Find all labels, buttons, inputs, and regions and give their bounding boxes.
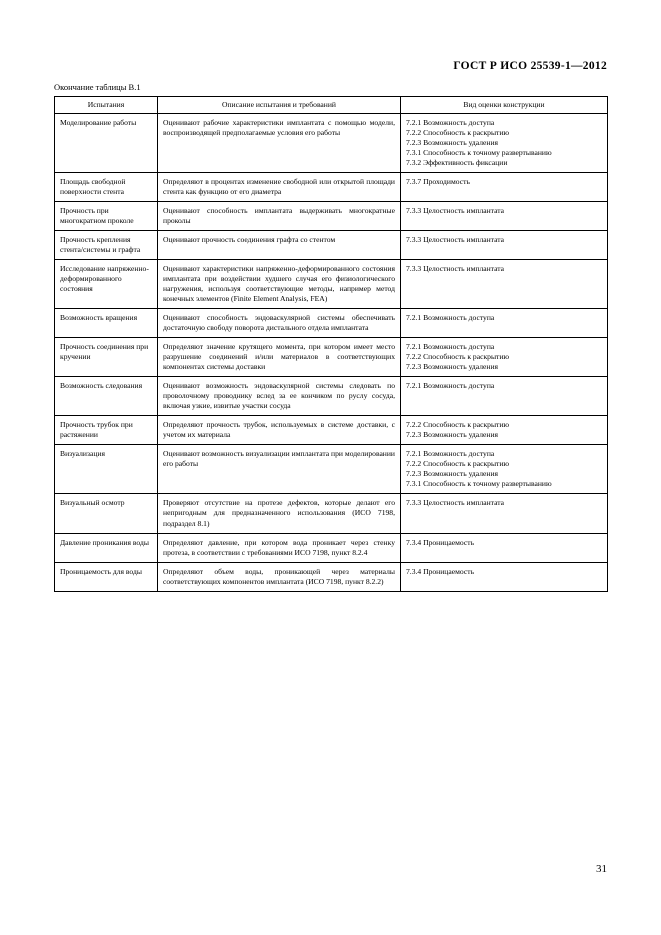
table-row — [55, 114, 608, 173]
cell-test-name: Возможность вращения — [55, 309, 158, 338]
table-row — [55, 533, 608, 562]
table-row — [55, 173, 608, 202]
cell-test-name: Визуализация — [55, 445, 158, 494]
cell-test-name: Прочность при многократном проколе — [55, 202, 158, 231]
cell-description: Определяют значение крутящего момента, при котором имеет место разрушение соединений и/или материалов в соответствующих компонентах системы доставки — [158, 338, 401, 377]
cell-evaluation: 7.2.2 Способность к раскрытию 7.2.3 Возможность удаления — [401, 416, 608, 445]
cell-description: Определяют прочность трубок, используемых в системе доставки, с учетом их материала — [158, 416, 401, 445]
cell-description: Оценивают характеристики напряженно-деформированного состояния имплантата при воздействии худшего случая его физиологического нагружения, используя соответствующие методы, например метод конечных элементов (Finite Element Analysis, FEA) — [158, 260, 401, 309]
cell-evaluation: 7.3.4 Проницаемость — [401, 533, 608, 562]
cell-evaluation: 7.2.1 Возможность доступа 7.2.2 Способность к раскрытию 7.2.3 Возможность удаления — [401, 338, 608, 377]
table-row — [55, 260, 608, 309]
page-header: ГОСТ Р ИСО 25539-1—2012 — [453, 60, 607, 72]
column-header-test: Испытания — [55, 97, 158, 114]
column-header-evaluation: Вид оценки конструкции — [401, 97, 608, 114]
cell-description: Оценивают способность эндоваскулярной системы обеспечивать достаточную свободу поворота дистального отдела имплантата — [158, 309, 401, 338]
cell-test-name: Прочность крепления стента/системы и графта — [55, 231, 158, 260]
cell-evaluation: 7.3.3 Целостность имплантата — [401, 260, 608, 309]
page-number: 31 — [596, 863, 607, 875]
cell-description: Проверяют отсутствие на протезе дефектов, которые делают его непригодным для предназначенного использования (ИСО 7198, подраздел 8.1) — [158, 494, 401, 533]
cell-test-name: Прочность соединения при кручении — [55, 338, 158, 377]
cell-evaluation: 7.2.1 Возможность доступа 7.2.2 Способность к раскрытию 7.2.3 Возможность удаления 7.3.1 Способность к точному развертыванию — [401, 445, 608, 494]
table-row — [55, 445, 608, 494]
cell-description: Оценивают возможность эндоваскулярной системы следовать по проволочному проводнику вслед за ее кончиком по руслу сосуда, включая узкие, извитые участки сосуда — [158, 377, 401, 416]
table-row — [55, 202, 608, 231]
table-header-row — [55, 97, 608, 114]
table-row — [55, 231, 608, 260]
cell-test-name: Давление проникания воды — [55, 533, 158, 562]
cell-evaluation: 7.3.3 Целостность имплантата — [401, 202, 608, 231]
column-header-description: Описание испытания и требований — [158, 97, 401, 114]
cell-evaluation: 7.3.7 Проходимость — [401, 173, 608, 202]
cell-description: Оценивают прочность соединения графта со стентом — [158, 231, 401, 260]
cell-evaluation: 7.2.1 Возможность доступа — [401, 377, 608, 416]
cell-test-name: Прочность трубок при растяжении — [55, 416, 158, 445]
cell-evaluation: 7.3.3 Целостность имплантата — [401, 494, 608, 533]
table-row — [55, 309, 608, 338]
cell-evaluation: 7.2.1 Возможность доступа 7.2.2 Способность к раскрытию 7.2.3 Возможность удаления 7.3.1 Способность к точному развертыванию 7.3.2 Эффективность фиксации — [401, 114, 608, 173]
table-row — [55, 416, 608, 445]
cell-test-name: Исследование напряженно-деформированного состояния — [55, 260, 158, 309]
cell-evaluation: 7.2.1 Возможность доступа — [401, 309, 608, 338]
cell-evaluation: 7.3.4 Проницаемость — [401, 562, 608, 591]
cell-test-name: Возможность следования — [55, 377, 158, 416]
cell-test-name: Визуальный осмотр — [55, 494, 158, 533]
cell-description: Определяют объем воды, проникающей через материалы соответствующих компонентов имплантата (ИСО 7198, пункт 8.2.2) — [158, 562, 401, 591]
table-container — [54, 96, 607, 592]
cell-description: Оценивают способность имплантата выдерживать многократные проколы — [158, 202, 401, 231]
cell-description: Оценивают возможность визуализации имплантата при моделировании его работы — [158, 445, 401, 494]
table-caption: Окончание таблицы В.1 — [54, 82, 141, 92]
cell-test-name: Площадь свободной поверхности стента — [55, 173, 158, 202]
table-row — [55, 562, 608, 591]
table-body — [55, 114, 608, 592]
cell-evaluation: 7.3.3 Целостность имплантата — [401, 231, 608, 260]
cell-test-name: Проницаемость для воды — [55, 562, 158, 591]
cell-description: Оценивают рабочие характеристики имплантата с помощью модели, воспроизводящей предполагаемые условия его работы — [158, 114, 401, 173]
requirements-table — [54, 96, 608, 592]
table-row — [55, 377, 608, 416]
table-row — [55, 494, 608, 533]
table-row — [55, 338, 608, 377]
cell-description: Определяют в процентах изменение свободной или открытой площади стента как функцию от его диаметра — [158, 173, 401, 202]
cell-test-name: Моделирование работы — [55, 114, 158, 173]
cell-description: Определяют давление, при котором вода проникает через стенку протеза, в соответствии с требованиями ИСО 7198, пункт 8.2.4 — [158, 533, 401, 562]
